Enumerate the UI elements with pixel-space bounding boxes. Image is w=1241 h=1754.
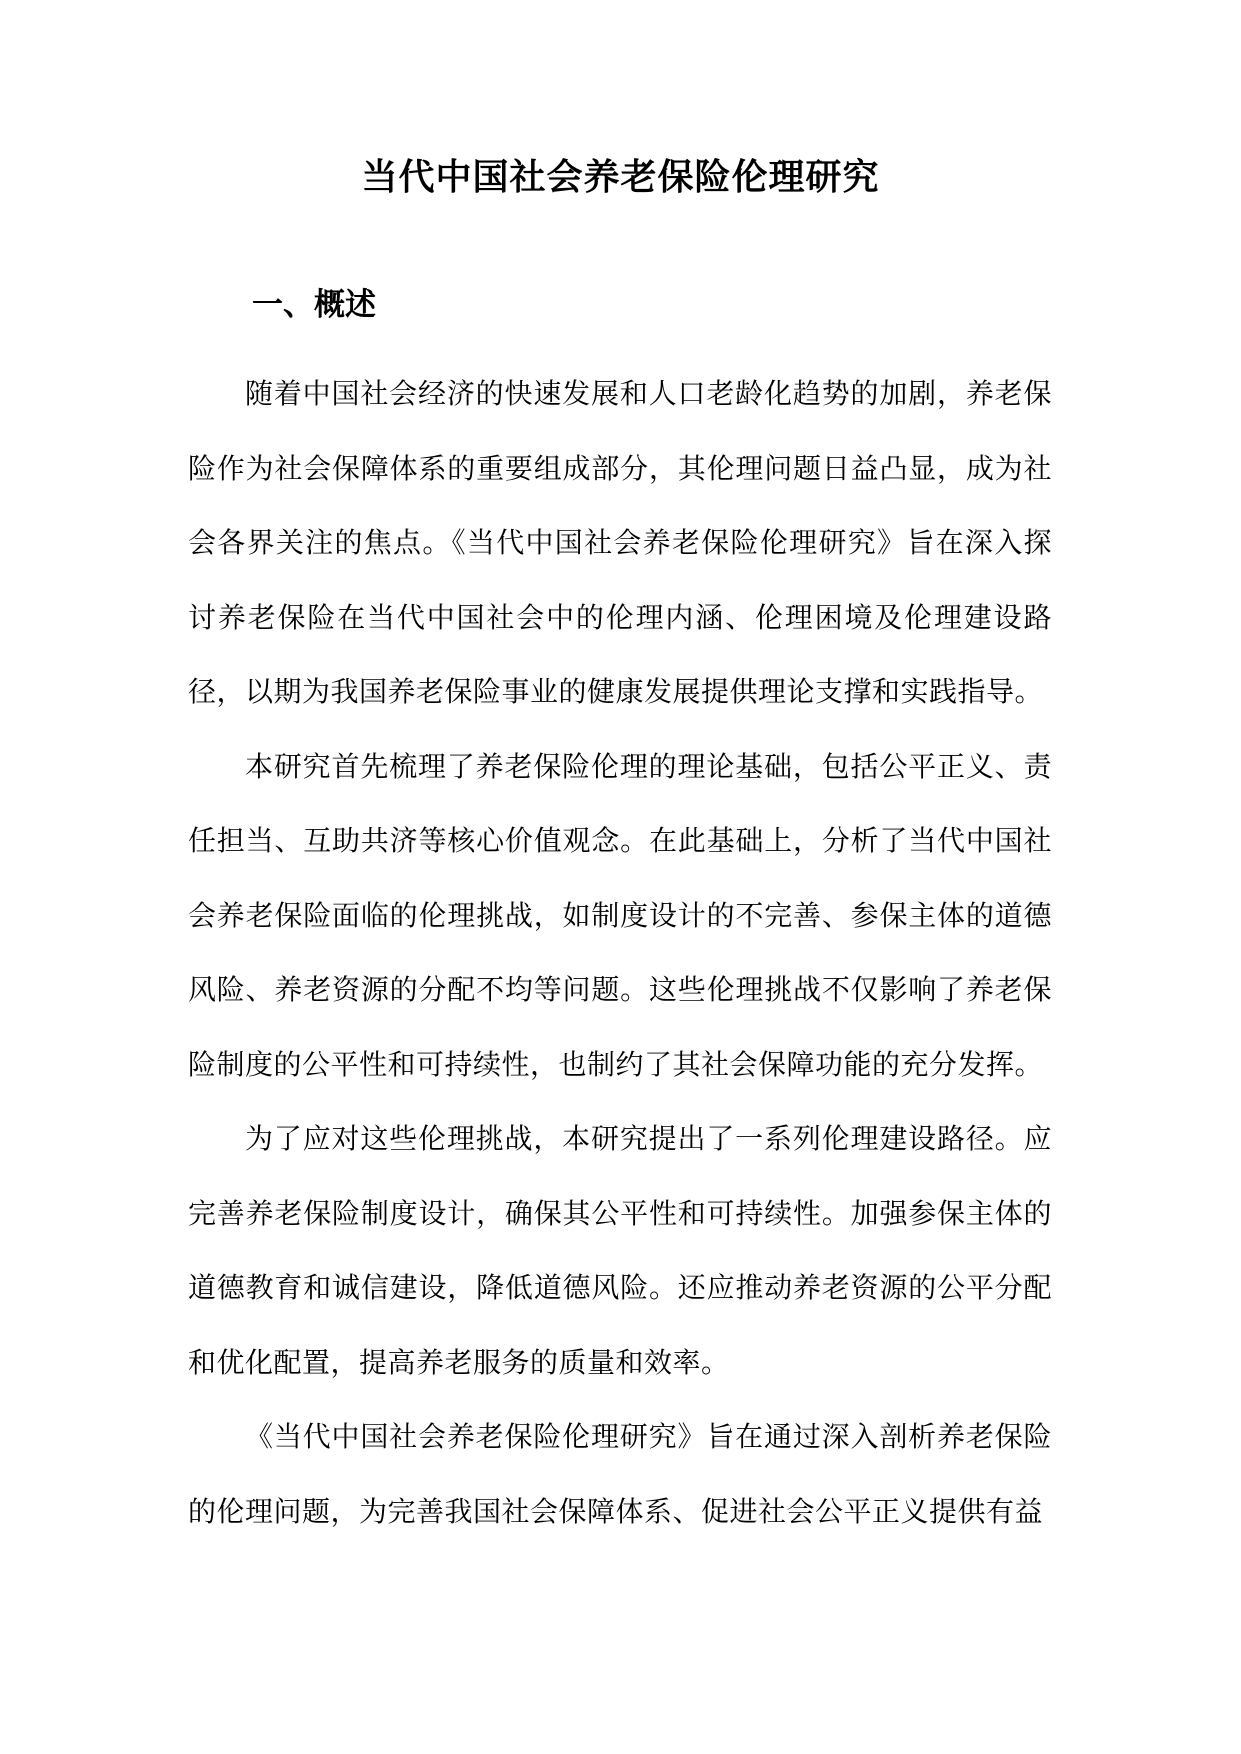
paragraph: 本研究首先梳理了养老保险伦理的理论基础，包括公平正义、责任担当、互助共济等核心价值观念。在此基础上，分析了当代中国社会养老保险面临的伦理挑战，如制度设计的不完善、参保主体的道德风险、养老资源的分配不均等问题。这些伦理挑战不仅影响了养老保险制度的公平性和可持续性，也制约了其社会保障功能的充分发挥。 xyxy=(188,749,1052,1081)
paragraph: 《当代中国社会养老保险伦理研究》旨在通过深入剖析养老保险的伦理问题，为完善我国社会保障体系、促进社会公平正义提供有益 xyxy=(188,1420,1052,1528)
paragraph: 随着中国社会经济的快速发展和人口老龄化趋势的加剧，养老保险作为社会保障体系的重要组成部分，其伦理问题日益凸显，成为社会各界关注的焦点。《当代中国社会养老保险伦理研究》旨在深入探讨养老保险在当代中国社会中的伦理内涵、伦理困境及伦理建设路径，以期为我国养老保险事业的健康发展提供理论支撑和实践指导。 xyxy=(188,377,1052,708)
document-title: 当代中国社会养老保险伦理研究 xyxy=(361,157,880,198)
section-body xyxy=(188,357,1052,1549)
paragraph: 为了应对这些伦理挑战，本研究提出了一系列伦理建设路径。应完善养老保险制度设计，确保其公平性和可持续性。加强参保主体的道德教育和诚信建设，降低道德风险。还应推动养老资源的公平分配和优化配置，提高养老服务的质量和效率。 xyxy=(188,1122,1052,1379)
section-heading-overview: 一、概述 xyxy=(252,287,376,323)
